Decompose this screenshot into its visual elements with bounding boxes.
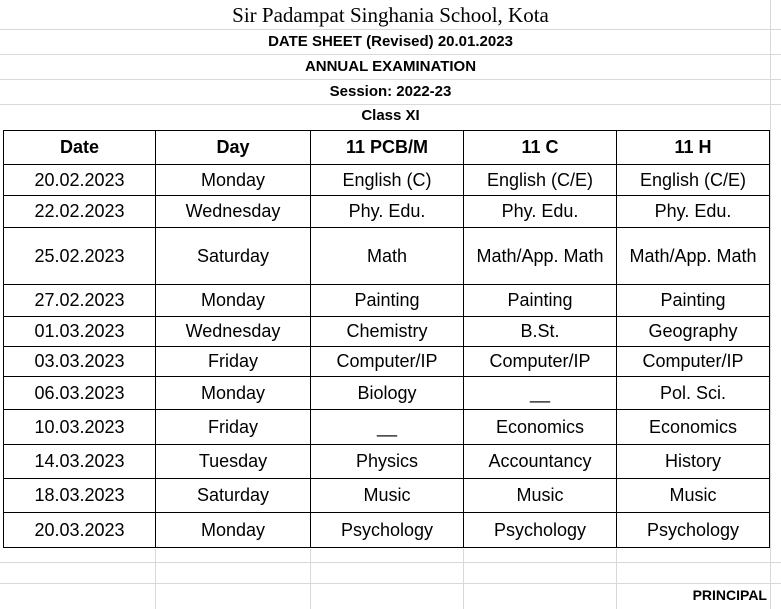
date-cell: 20.02.2023 <box>4 165 156 196</box>
day-cell: Friday <box>156 347 311 377</box>
table-header-row <box>4 131 770 165</box>
c-subject-cell: Math/App. Math <box>464 228 617 285</box>
pcbm-subject-cell: Computer/IP <box>311 347 464 377</box>
table-row <box>4 513 770 548</box>
date-cell: 06.03.2023 <box>4 377 156 410</box>
day-cell: Monday <box>156 513 311 548</box>
table-row <box>4 377 770 410</box>
principal-signature-label: PRINCIPAL <box>692 587 767 603</box>
date-cell: 20.03.2023 <box>4 513 156 548</box>
day-cell: Monday <box>156 377 311 410</box>
date-cell: 01.03.2023 <box>4 317 156 347</box>
h-subject-cell: English (C/E) <box>617 165 770 196</box>
table-row <box>4 445 770 479</box>
column-header-11-pcbm: 11 PCB/M <box>311 131 464 165</box>
school-name: Sir Padampat Singhania School, Kota <box>232 3 549 27</box>
h-subject-cell: Economics <box>617 410 770 445</box>
h-subject-cell: Geography <box>617 317 770 347</box>
date-cell: 14.03.2023 <box>4 445 156 479</box>
c-subject-cell: Painting <box>464 285 617 317</box>
h-subject-cell: Phy. Edu. <box>617 196 770 228</box>
day-cell: Monday <box>156 165 311 196</box>
table-row <box>4 479 770 513</box>
date-cell: 18.03.2023 <box>4 479 156 513</box>
day-cell: Wednesday <box>156 196 311 228</box>
day-cell: Monday <box>156 285 311 317</box>
c-subject-cell: Phy. Edu. <box>464 196 617 228</box>
date-cell: 10.03.2023 <box>4 410 156 445</box>
table-row <box>4 317 770 347</box>
date-sheet-table <box>3 130 770 548</box>
class-label: Class XI <box>361 107 420 124</box>
exam-title: ANNUAL EXAMINATION <box>304 58 477 75</box>
pcbm-subject-cell: Phy. Edu. <box>311 196 464 228</box>
pcbm-subject-cell: Biology <box>311 377 464 410</box>
c-subject-cell: B.St. <box>464 317 617 347</box>
h-subject-cell: Painting <box>617 285 770 317</box>
pcbm-subject-cell: Math <box>311 228 464 285</box>
h-subject-cell: Psychology <box>617 513 770 548</box>
table-row <box>4 196 770 228</box>
pcbm-subject-cell: Psychology <box>311 513 464 548</box>
table-row <box>4 410 770 445</box>
day-cell: Wednesday <box>156 317 311 347</box>
pcbm-subject-cell: English (C) <box>311 165 464 196</box>
column-header-11-h: 11 H <box>617 131 770 165</box>
table-row <box>4 285 770 317</box>
table-row <box>4 228 770 285</box>
column-header-day: Day <box>156 131 311 165</box>
pcbm-subject-cell: __ <box>311 410 464 445</box>
date-sheet-title: DATE SHEET (Revised) 20.01.2023 <box>268 33 513 50</box>
c-subject-cell: Computer/IP <box>464 347 617 377</box>
c-subject-cell: Economics <box>464 410 617 445</box>
column-header-date: Date <box>4 131 156 165</box>
c-subject-cell: Accountancy <box>464 445 617 479</box>
pcbm-subject-cell: Music <box>311 479 464 513</box>
h-subject-cell: History <box>617 445 770 479</box>
pcbm-subject-cell: Physics <box>311 445 464 479</box>
c-subject-cell: English (C/E) <box>464 165 617 196</box>
pcbm-subject-cell: Chemistry <box>311 317 464 347</box>
h-subject-cell: Pol. Sci. <box>617 377 770 410</box>
day-cell: Saturday <box>156 479 311 513</box>
date-cell: 27.02.2023 <box>4 285 156 317</box>
table-row <box>4 347 770 377</box>
day-cell: Saturday <box>156 228 311 285</box>
date-cell: 03.03.2023 <box>4 347 156 377</box>
session-label: Session: 2022-23 <box>329 83 452 100</box>
c-subject-cell: __ <box>464 377 617 410</box>
column-header-11-c: 11 C <box>464 131 617 165</box>
table-row <box>4 165 770 196</box>
h-subject-cell: Computer/IP <box>617 347 770 377</box>
date-cell: 25.02.2023 <box>4 228 156 285</box>
c-subject-cell: Psychology <box>464 513 617 548</box>
day-cell: Tuesday <box>156 445 311 479</box>
pcbm-subject-cell: Painting <box>311 285 464 317</box>
date-cell: 22.02.2023 <box>4 196 156 228</box>
day-cell: Friday <box>156 410 311 445</box>
h-subject-cell: Music <box>617 479 770 513</box>
c-subject-cell: Music <box>464 479 617 513</box>
h-subject-cell: Math/App. Math <box>617 228 770 285</box>
